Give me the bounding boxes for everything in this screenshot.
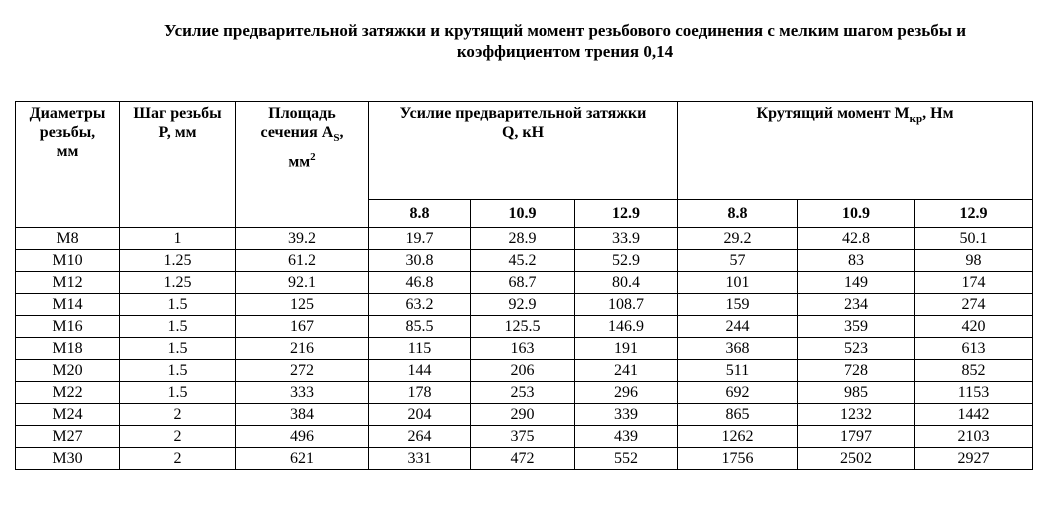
table-cell: 85.5 (369, 316, 471, 338)
table-cell: 865 (678, 404, 798, 426)
table-cell: 496 (236, 426, 369, 448)
table-cell: 264 (369, 426, 471, 448)
table-cell: 167 (236, 316, 369, 338)
table-cell: 50.1 (915, 228, 1033, 250)
table-cell: M16 (16, 316, 120, 338)
table-cell: 375 (471, 426, 575, 448)
table-cell: M10 (16, 250, 120, 272)
table-cell: 149 (798, 272, 915, 294)
table-cell: 80.4 (575, 272, 678, 294)
table-cell: 244 (678, 316, 798, 338)
table-cell: 1797 (798, 426, 915, 448)
header-class-10-9-force: 10.9 (471, 200, 575, 228)
table-cell: 384 (236, 404, 369, 426)
table-row (16, 404, 1033, 426)
table-cell: 19.7 (369, 228, 471, 250)
header-area: Площадь сечения $A_S$, $мм^2$ (236, 102, 369, 228)
table-cell: 1.5 (120, 338, 236, 360)
table-cell: M27 (16, 426, 120, 448)
table-cell: M12 (16, 272, 120, 294)
table-cell: 692 (678, 382, 798, 404)
table-cell: 125 (236, 294, 369, 316)
table-cell: 30.8 (369, 250, 471, 272)
table-cell: 146.9 (575, 316, 678, 338)
table-cell: 39.2 (236, 228, 369, 250)
table-cell: 108.7 (575, 294, 678, 316)
table-cell: 852 (915, 360, 1033, 382)
header-class-8-8-force: 8.8 (369, 200, 471, 228)
table-cell: 472 (471, 448, 575, 470)
table-cell: 253 (471, 382, 575, 404)
table-cell: 174 (915, 272, 1033, 294)
table-cell: 63.2 (369, 294, 471, 316)
header-class-12-9-torque: 12.9 (915, 200, 1033, 228)
table-row (16, 338, 1033, 360)
header-preload-force: Усилие предварительной затяжки Q, кН (369, 102, 678, 200)
table-cell: 29.2 (678, 228, 798, 250)
table-cell: 216 (236, 338, 369, 360)
table-cell: 274 (915, 294, 1033, 316)
table-row (16, 294, 1033, 316)
table-cell: 115 (369, 338, 471, 360)
table-cell: 46.8 (369, 272, 471, 294)
table-cell: 523 (798, 338, 915, 360)
table-cell: 613 (915, 338, 1033, 360)
table-cell: M22 (16, 382, 120, 404)
table-cell: 331 (369, 448, 471, 470)
table-cell: 1232 (798, 404, 915, 426)
table-cell: 1.5 (120, 360, 236, 382)
table-cell: 1 (120, 228, 236, 250)
table-cell: 45.2 (471, 250, 575, 272)
table-cell: 92.9 (471, 294, 575, 316)
table-cell: 439 (575, 426, 678, 448)
table-cell: 83 (798, 250, 915, 272)
table-cell: 621 (236, 448, 369, 470)
table-cell: 61.2 (236, 250, 369, 272)
table-cell: 985 (798, 382, 915, 404)
header-diameter: Диаметры резьбы, мм (16, 102, 120, 228)
table-cell: 28.9 (471, 228, 575, 250)
table-cell: 728 (798, 360, 915, 382)
table-cell: 368 (678, 338, 798, 360)
table-cell: 333 (236, 382, 369, 404)
header-class-10-9-torque: 10.9 (798, 200, 915, 228)
table-cell: 2103 (915, 426, 1033, 448)
table-cell: 2502 (798, 448, 915, 470)
table-cell: 101 (678, 272, 798, 294)
header-pitch: Шаг резьбы P, мм (120, 102, 236, 228)
table-cell: 241 (575, 360, 678, 382)
table-cell: 1756 (678, 448, 798, 470)
table-cell: 68.7 (471, 272, 575, 294)
table-cell: 1.25 (120, 272, 236, 294)
table-cell: 2 (120, 426, 236, 448)
table-cell: 191 (575, 338, 678, 360)
table-row (16, 228, 1033, 250)
table-cell: 52.9 (575, 250, 678, 272)
table-cell: 272 (236, 360, 369, 382)
table-cell: 163 (471, 338, 575, 360)
table-cell: 159 (678, 294, 798, 316)
table-cell: 359 (798, 316, 915, 338)
table-cell: 57 (678, 250, 798, 272)
table-cell: 42.8 (798, 228, 915, 250)
table-cell: 1.5 (120, 316, 236, 338)
table-cell: M20 (16, 360, 120, 382)
table-row (16, 272, 1033, 294)
table-cell: 296 (575, 382, 678, 404)
table-row (16, 316, 1033, 338)
table-cell: 1.25 (120, 250, 236, 272)
table-cell: 1.5 (120, 294, 236, 316)
bolt-torque-table (15, 101, 1033, 470)
table-cell: 2 (120, 448, 236, 470)
table-cell: 420 (915, 316, 1033, 338)
table-cell: M8 (16, 228, 120, 250)
table-row (16, 426, 1033, 448)
table-cell: M30 (16, 448, 120, 470)
table-cell: 206 (471, 360, 575, 382)
table-cell: 33.9 (575, 228, 678, 250)
table-cell: 234 (798, 294, 915, 316)
title-line-1: Усилие предварительной затяжки и крутящий момент резьбового соединения с мелким шагом резьбы и (163, 21, 967, 40)
table-cell: 552 (575, 448, 678, 470)
title-line-2: коэффициентом трения 0,14 (456, 42, 674, 61)
table-cell: 178 (369, 382, 471, 404)
table-cell: 1262 (678, 426, 798, 448)
table-cell: M24 (16, 404, 120, 426)
table-cell: 92.1 (236, 272, 369, 294)
table-cell: 1153 (915, 382, 1033, 404)
document-title (100, 20, 1030, 62)
table-row (16, 360, 1033, 382)
table-cell: 1.5 (120, 382, 236, 404)
table-cell: 144 (369, 360, 471, 382)
table-cell: 1442 (915, 404, 1033, 426)
table-cell: 339 (575, 404, 678, 426)
table-cell: 2927 (915, 448, 1033, 470)
table-cell: 2 (120, 404, 236, 426)
table-row (16, 448, 1033, 470)
table-row (16, 250, 1033, 272)
table-cell: 511 (678, 360, 798, 382)
table-body (16, 228, 1033, 470)
header-torque: Крутящий момент $M_{кр}$, Нм (678, 102, 1033, 200)
table-cell: M14 (16, 294, 120, 316)
table-cell: 290 (471, 404, 575, 426)
table-cell: M18 (16, 338, 120, 360)
header-class-8-8-torque: 8.8 (678, 200, 798, 228)
header-class-12-9-force: 12.9 (575, 200, 678, 228)
table-cell: 98 (915, 250, 1033, 272)
table-cell: 125.5 (471, 316, 575, 338)
table-row (16, 382, 1033, 404)
table-cell: 204 (369, 404, 471, 426)
